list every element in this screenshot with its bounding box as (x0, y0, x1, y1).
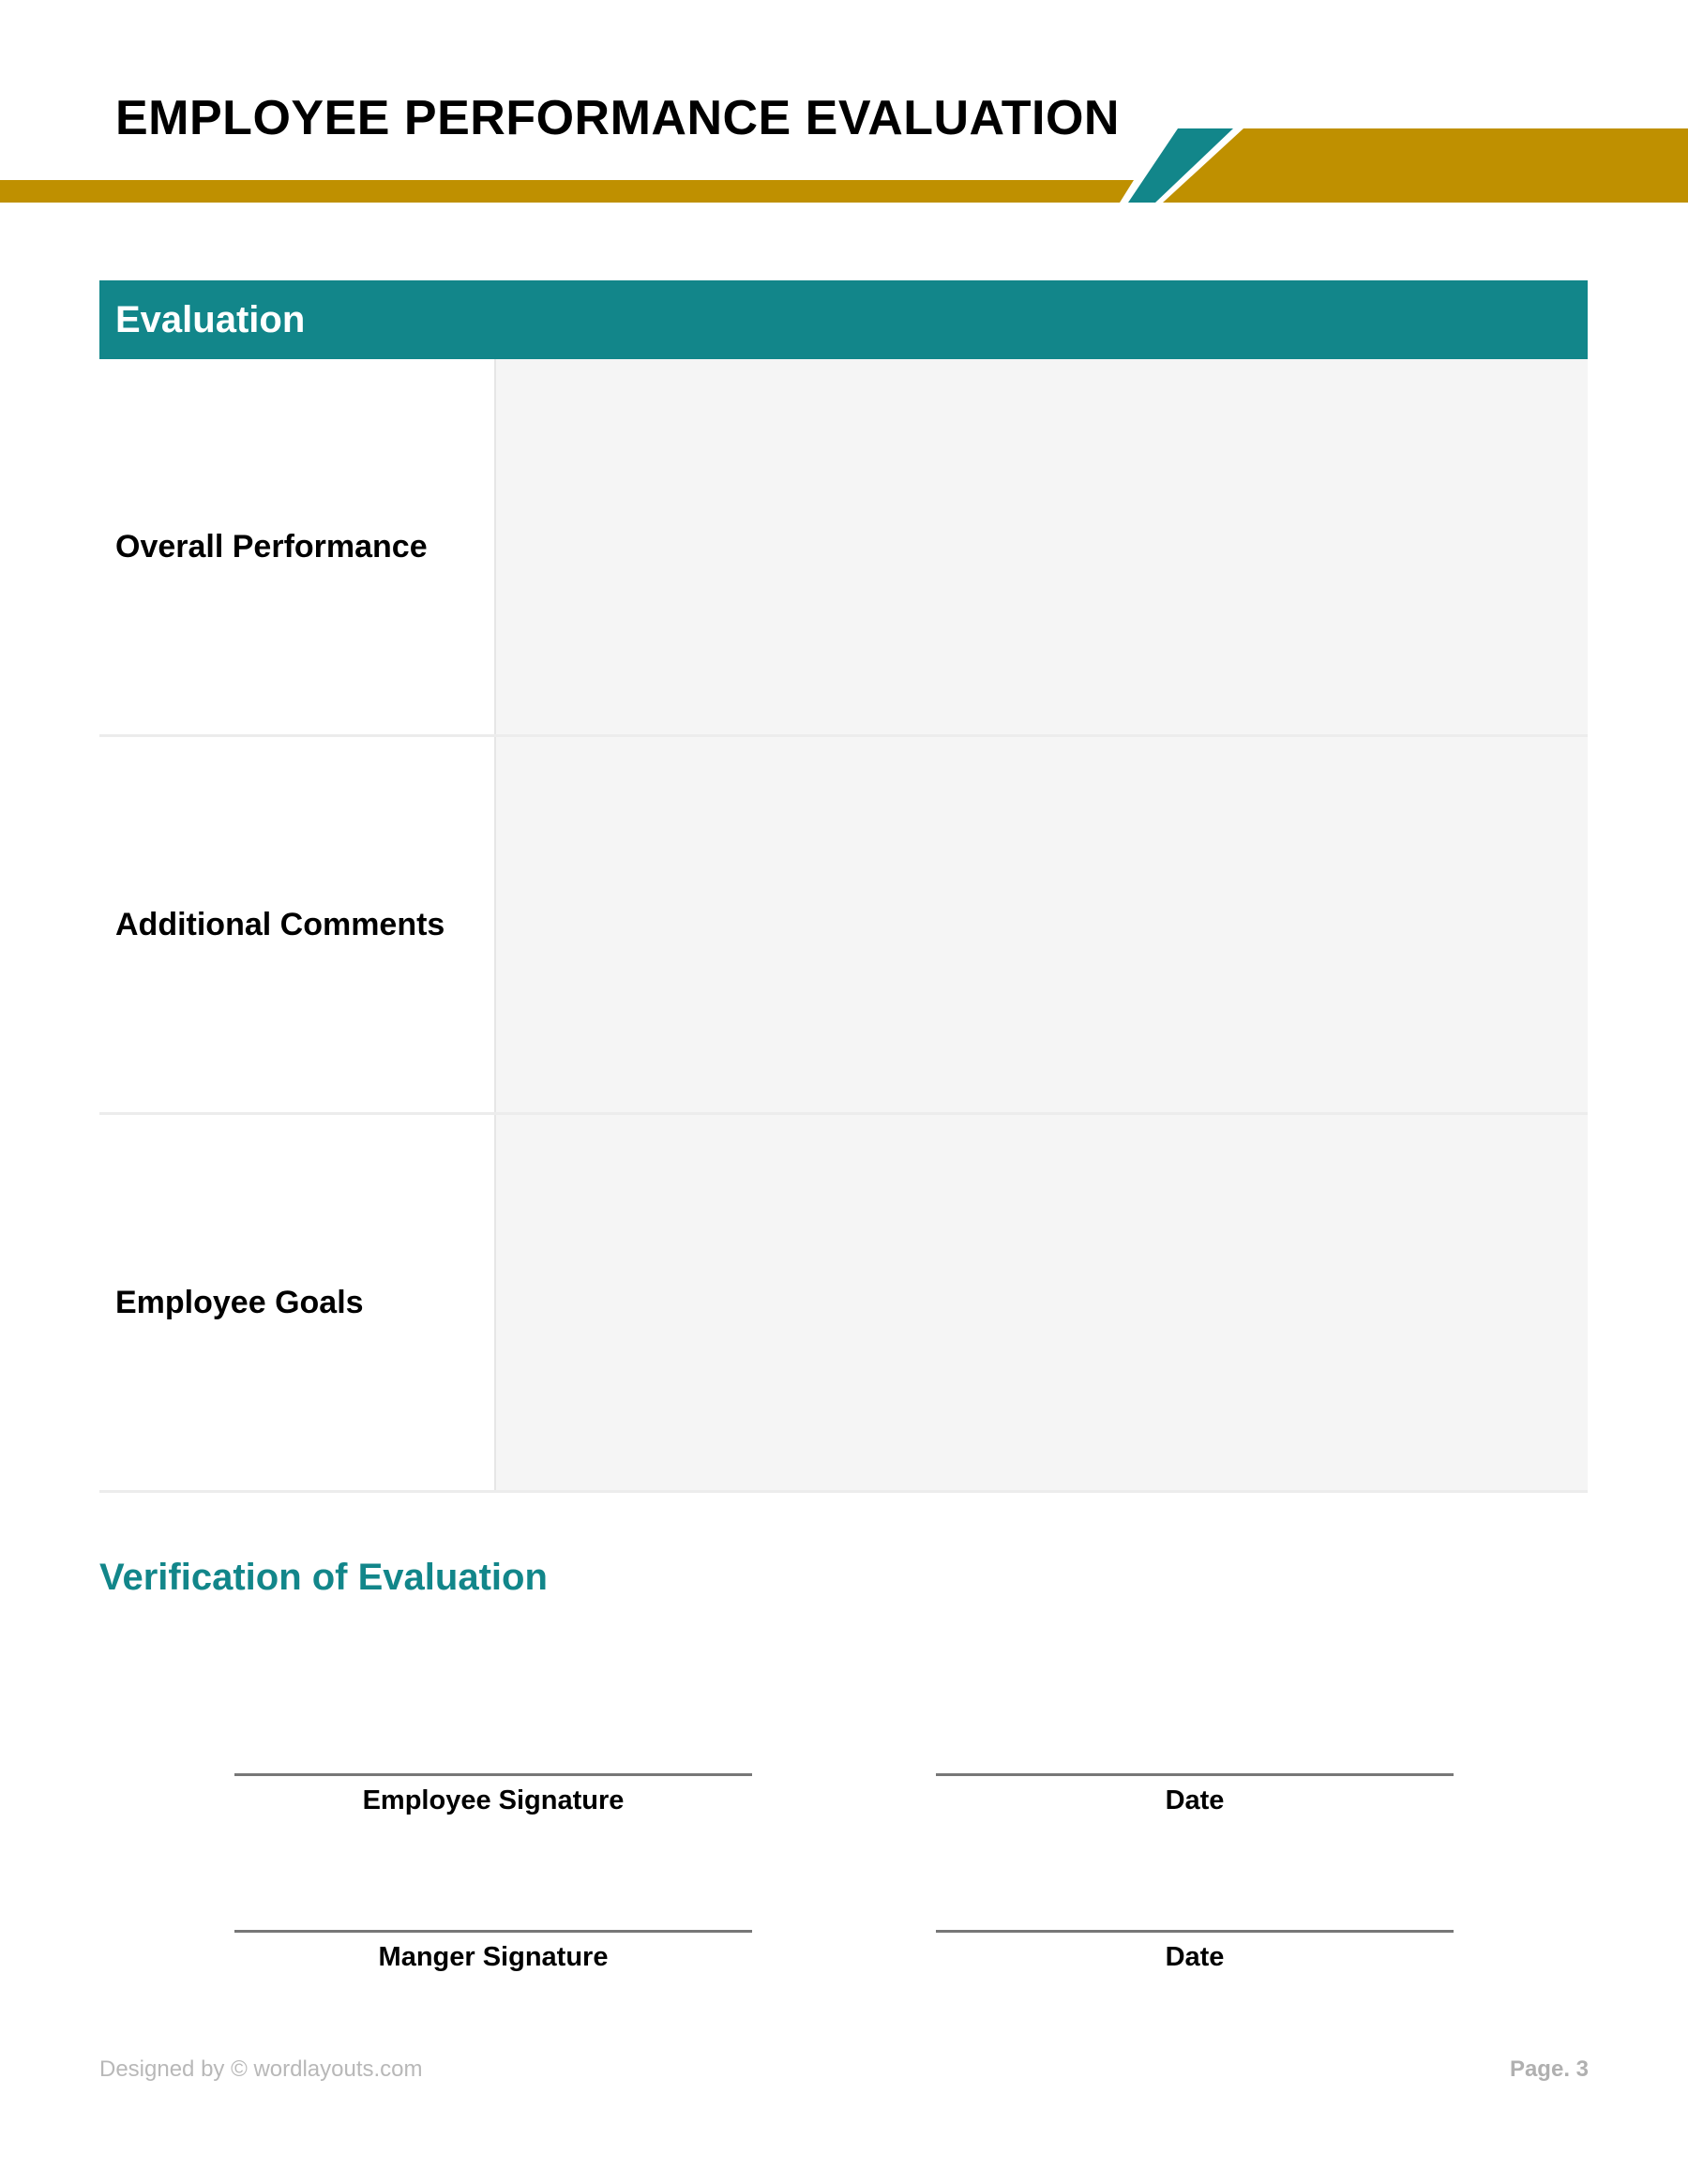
manager-signature-label: Manger Signature (378, 1942, 609, 1972)
date-line[interactable] (936, 1773, 1454, 1776)
table-row-overall-performance (99, 359, 1588, 737)
row-label-additional-comments: Additional Comments (99, 737, 496, 1112)
employee-date-field[interactable] (936, 1773, 1454, 1816)
signature-line[interactable] (234, 1773, 752, 1776)
manager-date-field[interactable] (936, 1930, 1454, 1973)
manager-date-label: Date (1165, 1942, 1225, 1972)
signature-line[interactable] (234, 1930, 752, 1933)
header-banner-decoration (0, 122, 1688, 216)
additional-comments-input[interactable] (496, 737, 1588, 1112)
employee-date-label: Date (1165, 1785, 1225, 1815)
gold-block-right (1163, 128, 1688, 203)
document-title: EMPLOYEE PERFORMANCE EVALUATION (115, 91, 1120, 145)
employee-goals-input[interactable] (496, 1115, 1588, 1490)
page-number: Page. 3 (1509, 2056, 1589, 2082)
manager-signature-field[interactable] (234, 1930, 752, 1973)
overall-performance-input[interactable] (496, 359, 1588, 734)
evaluation-header-label: Evaluation (115, 298, 306, 340)
gold-bar-left (0, 180, 1134, 203)
table-row-additional-comments (99, 737, 1588, 1115)
employee-signature-label: Employee Signature (362, 1785, 625, 1815)
row-label-overall-performance: Overall Performance (99, 359, 496, 734)
row-label-employee-goals: Employee Goals (99, 1115, 496, 1490)
table-row-employee-goals (99, 1115, 1588, 1493)
employee-signature-field[interactable] (234, 1773, 752, 1816)
evaluation-section-header (99, 280, 1588, 359)
verification-heading: Verification of Evaluation (99, 1557, 548, 1598)
footer-credit: Designed by © wordlayouts.com (99, 2056, 423, 2082)
date-line[interactable] (936, 1930, 1454, 1933)
evaluation-table (99, 359, 1588, 1493)
